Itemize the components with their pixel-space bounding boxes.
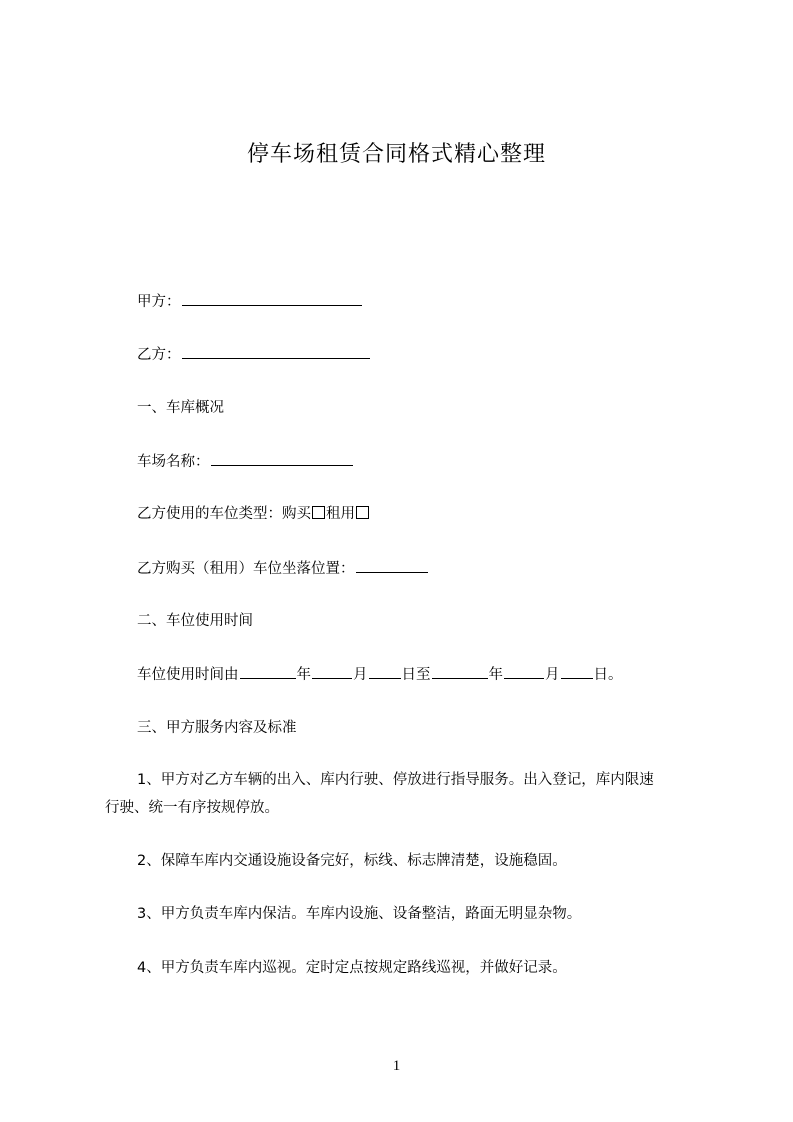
space-type-line <box>137 504 370 524</box>
rent-checkbox[interactable] <box>356 506 369 519</box>
lot-name-label: 车场名称： <box>137 454 210 470</box>
start-day-blank[interactable] <box>369 664 401 679</box>
end-month-label: 月 <box>545 667 560 683</box>
party-a-label: 甲方： <box>137 294 181 310</box>
party-a-blank[interactable] <box>182 291 362 306</box>
section-2-heading: 二、车位使用时间 <box>137 613 253 629</box>
end-day-label: 日。 <box>593 667 623 683</box>
lot-name-line <box>137 451 354 472</box>
party-a-line <box>137 291 363 312</box>
end-year-blank[interactable] <box>432 664 488 679</box>
start-day-to-label: 日至 <box>401 667 431 683</box>
space-type-label: 乙方使用的车位类型：购买 <box>137 506 311 522</box>
page-number: 1 <box>392 1058 401 1074</box>
start-month-blank[interactable] <box>312 664 352 679</box>
section-1-heading: 一、车库概况 <box>137 400 224 416</box>
start-month-label: 月 <box>353 667 368 683</box>
lot-name-blank[interactable] <box>211 451 353 466</box>
clause-1-line-2: 行驶、统一有序按规停放。 <box>105 800 279 816</box>
party-b-line <box>137 344 371 365</box>
clause-4: 4、甲方负责车库内巡视。定时定点按规定路线巡视，并做好记录。 <box>137 960 567 976</box>
end-day-blank[interactable] <box>561 664 593 679</box>
space-location-blank[interactable] <box>356 558 428 573</box>
clause-3: 3、甲方负责车库内保洁。车库内设施、设备整洁，路面无明显杂物。 <box>137 906 582 922</box>
clause-1-line-1: 1、甲方对乙方车辆的出入、库内行驶、停放进行指导服务。出入登记，库内限速 <box>137 772 654 788</box>
document-title: 停车场租赁合同格式精心整理 <box>246 142 546 167</box>
purchase-checkbox[interactable] <box>312 506 325 519</box>
start-year-blank[interactable] <box>240 664 296 679</box>
rent-option-label: 租用 <box>326 506 355 522</box>
end-month-blank[interactable] <box>504 664 544 679</box>
section-3-heading: 三、甲方服务内容及标准 <box>137 720 297 736</box>
start-year-label: 年 <box>296 667 311 683</box>
party-b-blank[interactable] <box>182 344 370 359</box>
clause-1 <box>105 766 717 822</box>
usage-period-prefix: 车位使用时间由 <box>137 667 239 683</box>
end-year-label: 年 <box>488 667 503 683</box>
space-location-line <box>137 558 429 579</box>
usage-period-line <box>137 664 623 685</box>
party-b-label: 乙方： <box>137 347 181 363</box>
clause-2: 2、保障车库内交通设施设备完好，标线、标志牌清楚，设施稳固。 <box>137 853 567 869</box>
space-location-label: 乙方购买（租用）车位坐落位置： <box>137 561 355 577</box>
